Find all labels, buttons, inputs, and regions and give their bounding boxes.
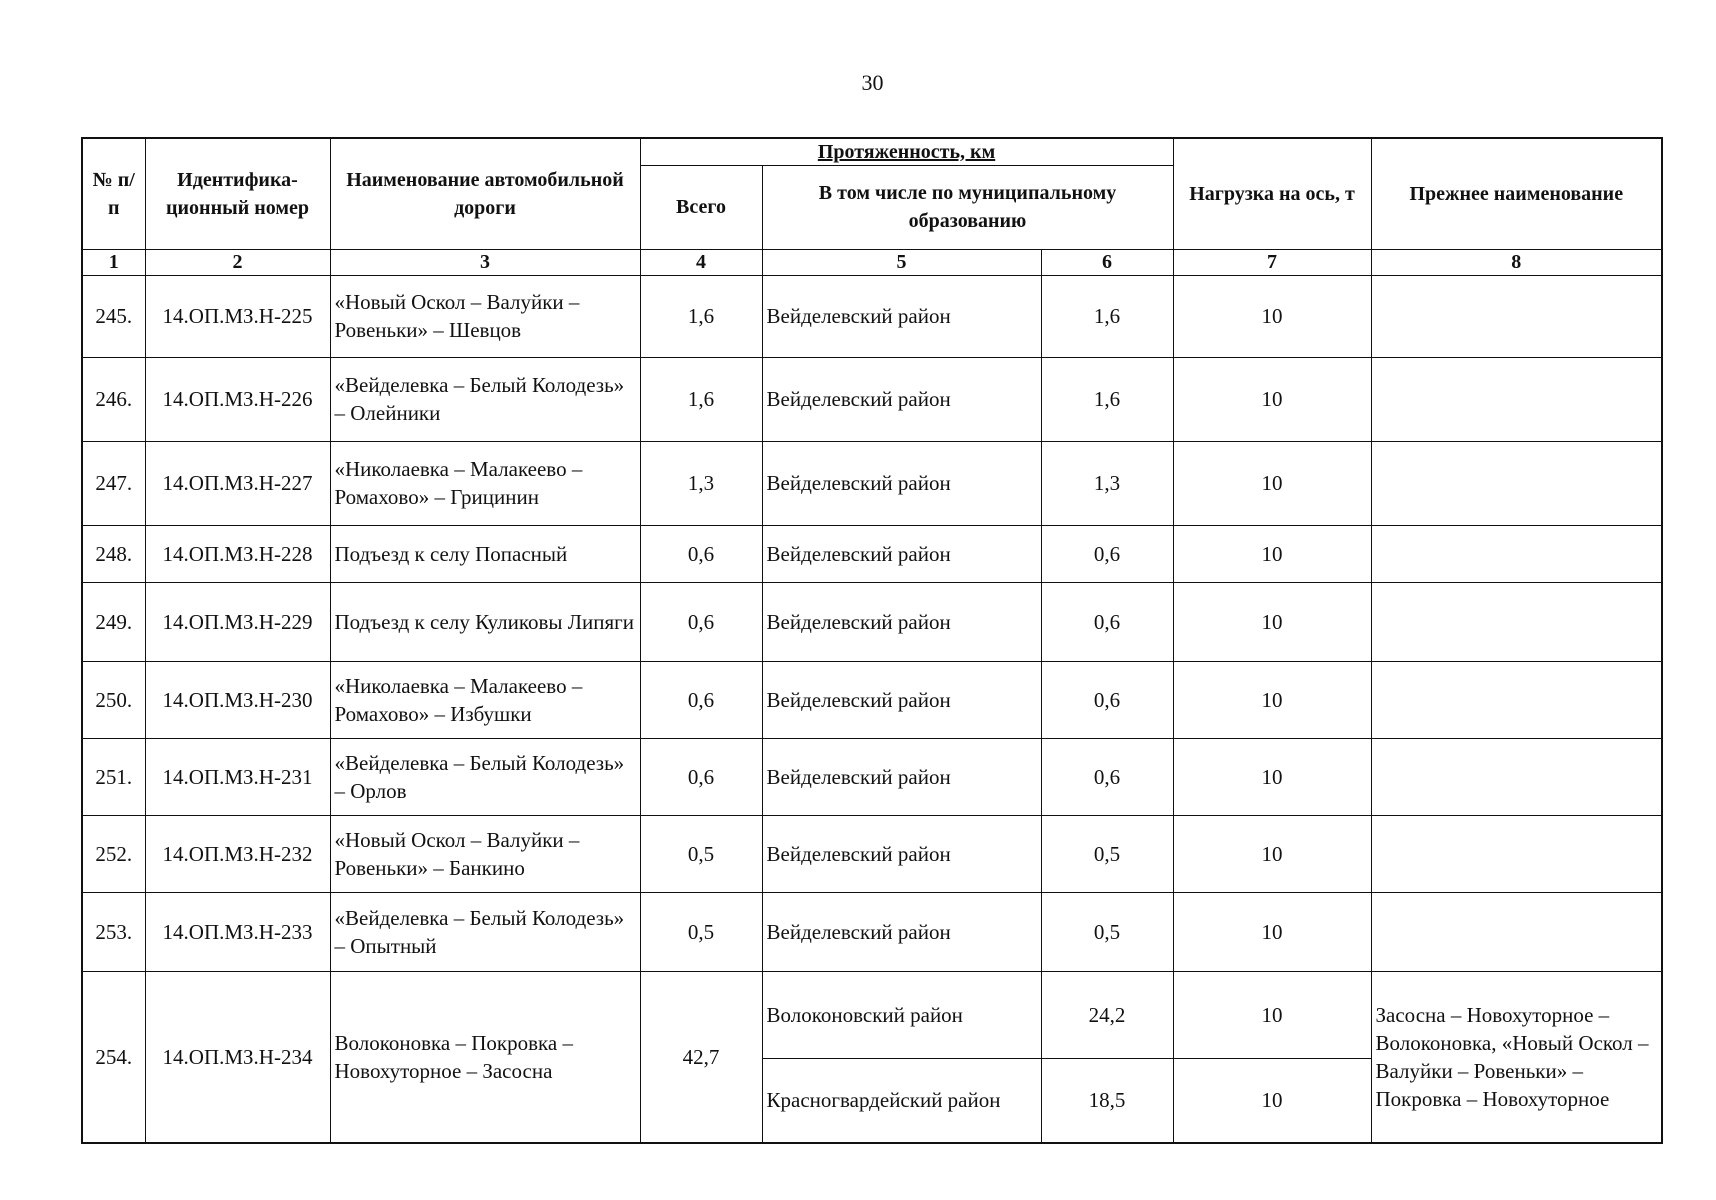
- row-num: 249.: [82, 582, 145, 661]
- row-num: 251.: [82, 738, 145, 815]
- row-total: 42,7: [640, 971, 762, 1143]
- table-body: [82, 275, 1662, 1143]
- row-load: 10: [1173, 815, 1371, 892]
- row-district: Вейделевский район: [762, 582, 1041, 661]
- row-district-km: 0,6: [1041, 661, 1173, 738]
- row-id: 14.ОП.МЗ.Н-230: [145, 661, 330, 738]
- roads-table: [81, 137, 1663, 1144]
- table-header: [82, 138, 1662, 275]
- table-row: [82, 582, 1662, 661]
- row-name: «Вейделевка – Белый Колодезь» – Олейники: [330, 357, 640, 441]
- row-name: Подъезд к селу Куликовы Липяги: [330, 582, 640, 661]
- row-district: Красногвардейский район: [762, 1058, 1041, 1143]
- row-name: «Вейделевка – Белый Колодезь» – Опытный: [330, 892, 640, 971]
- row-former: [1371, 525, 1662, 582]
- row-name: Подъезд к селу Попасный: [330, 525, 640, 582]
- header-by-municipality: В том числе по муниципальному образованию: [762, 165, 1173, 249]
- row-district: Вейделевский район: [762, 892, 1041, 971]
- column-number: 3: [330, 249, 640, 275]
- row-name: «Новый Оскол – Валуйки – Ровеньки» – Шевцов: [330, 275, 640, 357]
- header-former-name: Прежнее наименование: [1371, 138, 1662, 249]
- row-load: 10: [1173, 971, 1371, 1058]
- header-total: Всего: [640, 165, 762, 249]
- row-num: 245.: [82, 275, 145, 357]
- table-row: [82, 661, 1662, 738]
- row-former: [1371, 275, 1662, 357]
- row-total: 0,6: [640, 525, 762, 582]
- row-district: Волоконовский район: [762, 971, 1041, 1058]
- row-load: 10: [1173, 582, 1371, 661]
- row-id: 14.ОП.МЗ.Н-226: [145, 357, 330, 441]
- row-id: 14.ОП.МЗ.Н-227: [145, 441, 330, 525]
- row-id: 14.ОП.МЗ.Н-231: [145, 738, 330, 815]
- row-former: [1371, 738, 1662, 815]
- row-former: [1371, 441, 1662, 525]
- row-former: [1371, 582, 1662, 661]
- row-district-km: 0,6: [1041, 738, 1173, 815]
- row-district-km: 0,5: [1041, 892, 1173, 971]
- column-number: 7: [1173, 249, 1371, 275]
- row-district-km: 0,5: [1041, 815, 1173, 892]
- row-name: «Новый Оскол – Валуйки – Ровеньки» – Банкино: [330, 815, 640, 892]
- table-row: [82, 815, 1662, 892]
- row-load: 10: [1173, 357, 1371, 441]
- header-name: Наименование автомобильной дороги: [330, 138, 640, 249]
- row-former: Засосна – Новохуторное – Волоконовка, «Новый Оскол – Валуйки – Ровеньки» – Покровка – Новохуторное: [1371, 971, 1662, 1143]
- row-district-km: 0,6: [1041, 582, 1173, 661]
- row-district: Вейделевский район: [762, 441, 1041, 525]
- column-number: 6: [1041, 249, 1173, 275]
- row-district: Вейделевский район: [762, 738, 1041, 815]
- table-row: [82, 441, 1662, 525]
- table-row: [82, 738, 1662, 815]
- header-num: № п/п: [82, 138, 145, 249]
- header-length-group: Протяженность, км: [817, 140, 996, 163]
- row-id: 14.ОП.МЗ.Н-233: [145, 892, 330, 971]
- row-former: [1371, 815, 1662, 892]
- column-number: 2: [145, 249, 330, 275]
- row-id: 14.ОП.МЗ.Н-225: [145, 275, 330, 357]
- row-num: 252.: [82, 815, 145, 892]
- row-total: 0,6: [640, 661, 762, 738]
- table-row: [82, 971, 1662, 1058]
- table-row: [82, 275, 1662, 357]
- row-total: 0,5: [640, 815, 762, 892]
- row-district-km: 1,3: [1041, 441, 1173, 525]
- row-num: 253.: [82, 892, 145, 971]
- table-row: [82, 525, 1662, 582]
- row-total: 1,6: [640, 357, 762, 441]
- row-district: Вейделевский район: [762, 357, 1041, 441]
- header-axle-load: Нагрузка на ось, т: [1173, 138, 1371, 249]
- row-district: Вейделевский район: [762, 525, 1041, 582]
- row-id: 14.ОП.МЗ.Н-228: [145, 525, 330, 582]
- row-name: «Николаевка – Малакеево – Ромахово» – Избушки: [330, 661, 640, 738]
- column-number: 1: [82, 249, 145, 275]
- row-load: 10: [1173, 275, 1371, 357]
- row-load: 10: [1173, 1058, 1371, 1143]
- row-load: 10: [1173, 661, 1371, 738]
- row-former: [1371, 357, 1662, 441]
- row-total: 1,3: [640, 441, 762, 525]
- row-total: 1,6: [640, 275, 762, 357]
- row-num: 248.: [82, 525, 145, 582]
- column-number: 8: [1371, 249, 1662, 275]
- page-number: 30: [861, 70, 884, 95]
- row-district: Вейделевский район: [762, 275, 1041, 357]
- row-district: Вейделевский район: [762, 815, 1041, 892]
- row-district: Вейделевский район: [762, 661, 1041, 738]
- row-district-km: 24,2: [1041, 971, 1173, 1058]
- row-district-km: 0,6: [1041, 525, 1173, 582]
- row-load: 10: [1173, 892, 1371, 971]
- row-total: 0,5: [640, 892, 762, 971]
- row-id: 14.ОП.МЗ.Н-234: [145, 971, 330, 1143]
- row-total: 0,6: [640, 738, 762, 815]
- row-name: «Николаевка – Малакеево – Ромахово» – Грицинин: [330, 441, 640, 525]
- row-num: 247.: [82, 441, 145, 525]
- row-former: [1371, 661, 1662, 738]
- row-id: 14.ОП.МЗ.Н-229: [145, 582, 330, 661]
- row-num: 250.: [82, 661, 145, 738]
- row-load: 10: [1173, 738, 1371, 815]
- row-num: 246.: [82, 357, 145, 441]
- row-id: 14.ОП.МЗ.Н-232: [145, 815, 330, 892]
- row-former: [1371, 892, 1662, 971]
- row-district-km: 1,6: [1041, 275, 1173, 357]
- row-load: 10: [1173, 525, 1371, 582]
- row-num: 254.: [82, 971, 145, 1143]
- header-id: Идентифика-ционный номер: [145, 138, 330, 249]
- column-number: 4: [640, 249, 762, 275]
- column-number: 5: [762, 249, 1041, 275]
- row-total: 0,6: [640, 582, 762, 661]
- row-load: 10: [1173, 441, 1371, 525]
- table-row: [82, 357, 1662, 441]
- row-district-km: 1,6: [1041, 357, 1173, 441]
- row-district-km: 18,5: [1041, 1058, 1173, 1143]
- row-name: Волоконовка – Покровка – Новохуторное – Засосна: [330, 971, 640, 1143]
- table-row: [82, 892, 1662, 971]
- row-name: «Вейделевка – Белый Колодезь» – Орлов: [330, 738, 640, 815]
